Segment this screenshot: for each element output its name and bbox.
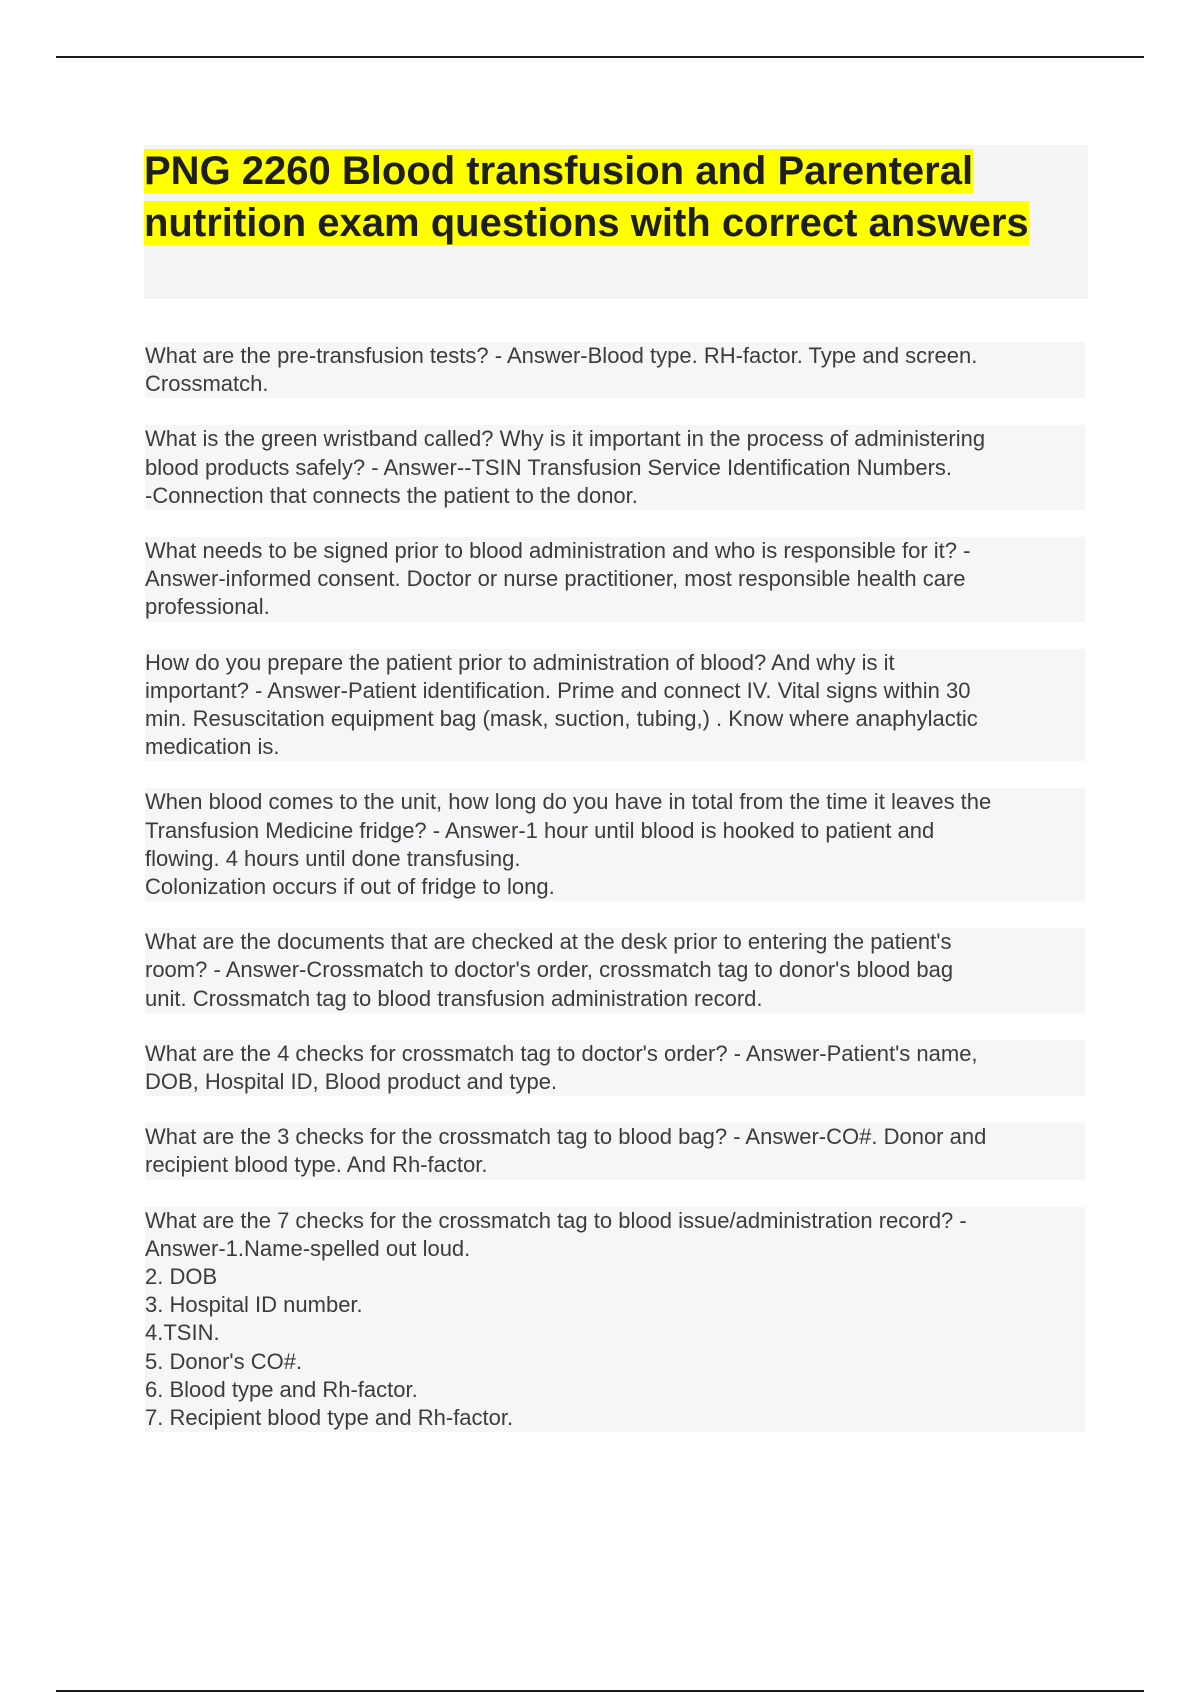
qa-item-2: What is the green wristband called? Why is it important in the process of administering blood products safely? - Answer--TSIN Transfusion Service Identification Numbers. -Connection that connects the patient to the donor. xyxy=(145,425,1085,510)
qa-item-3: What needs to be signed prior to blood administration and who is responsible for it? - Answer-informed consent. Doctor or nurse practitioner, most responsible health care professional. xyxy=(145,537,1085,622)
title-block xyxy=(144,145,1088,299)
qa-item-5: When blood comes to the unit, how long do you have in total from the time it leaves the Transfusion Medicine fridge? - Answer-1 hour until blood is hooked to patient and flowing. 4 hours until done transfusing. Colonization occurs if out of fridge to long. xyxy=(145,788,1085,901)
qa-item-6: What are the documents that are checked at the desk prior to entering the patient's room? - Answer-Crossmatch to doctor's order, crossmatch tag to donor's blood bag unit. Crossmatch tag to blood transfusion administration record. xyxy=(145,928,1085,1013)
document-title xyxy=(144,145,1088,249)
bottom-rule xyxy=(56,1690,1144,1692)
qa-item-8: What are the 3 checks for the crossmatch tag to blood bag? - Answer-CO#. Donor and recipient blood type. And Rh-factor. xyxy=(145,1123,1085,1179)
qa-item-9: What are the 7 checks for the crossmatch tag to blood issue/administration record? - Answer-1.Name-spelled out loud. 2. DOB 3. Hospital ID number. 4.TSIN. 5. Donor's CO#. 6. Blood type and Rh-factor. 7. Recipient blood type and Rh-factor. xyxy=(145,1207,1085,1433)
top-rule xyxy=(56,56,1144,58)
qa-item-7: What are the 4 checks for crossmatch tag to doctor's order? - Answer-Patient's name, DOB, Hospital ID, Blood product and type. xyxy=(145,1040,1085,1096)
qa-item-4: How do you prepare the patient prior to administration of blood? And why is it important? - Answer-Patient identification. Prime and connect IV. Vital signs within 30 min. Resuscitation equipment bag (mask, suction, tubing,) . Know where anaphylactic medication is. xyxy=(145,649,1085,762)
qa-list xyxy=(145,342,1085,1459)
qa-item-1: What are the pre-transfusion tests? - Answer-Blood type. RH-factor. Type and screen. Crossmatch. xyxy=(145,342,1085,398)
document-title-text: PNG 2260 Blood transfusion and Parenteral nutrition exam questions with correct answers xyxy=(144,149,1029,245)
